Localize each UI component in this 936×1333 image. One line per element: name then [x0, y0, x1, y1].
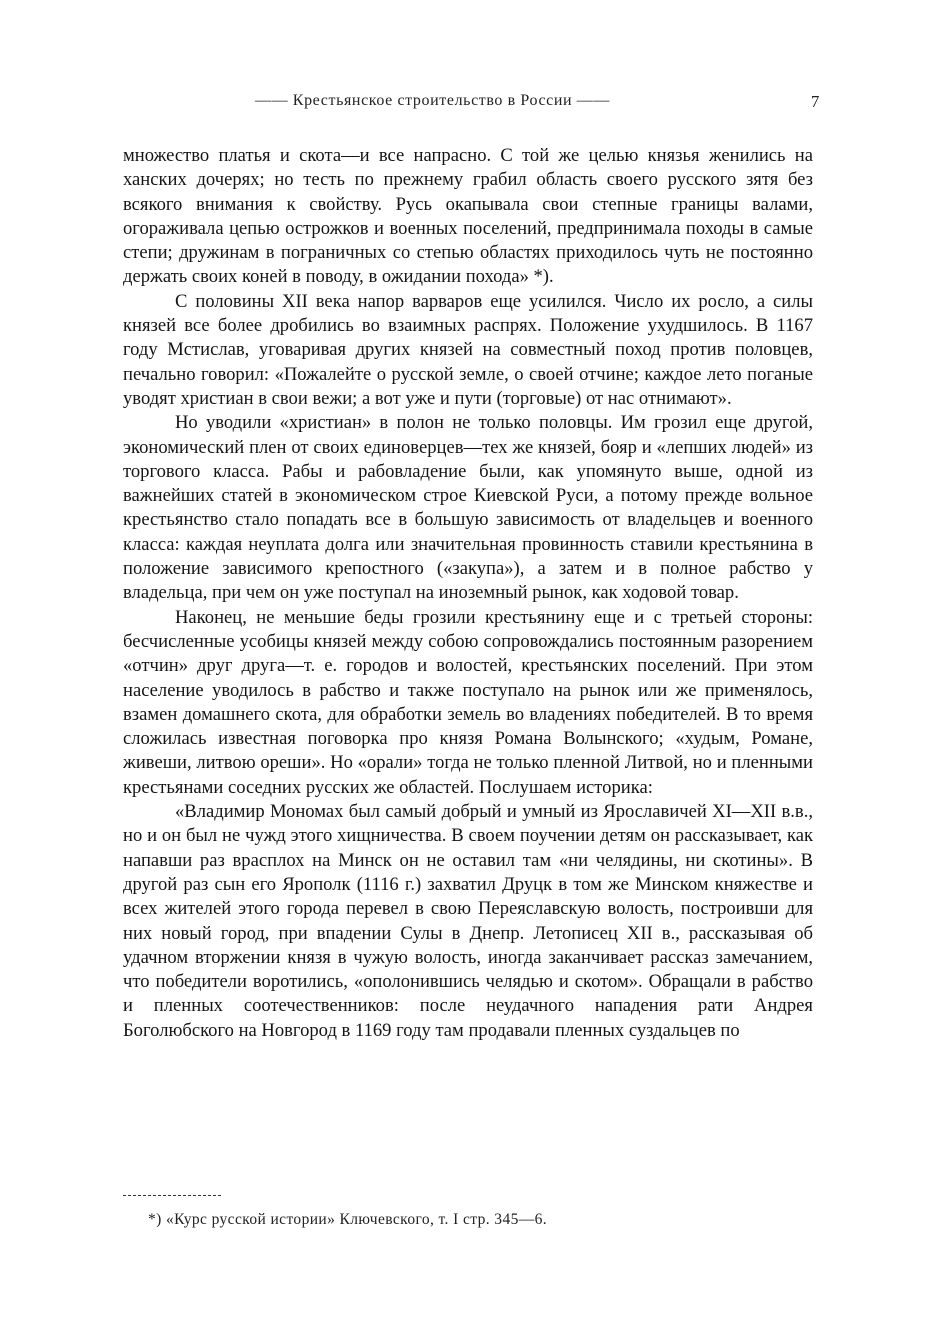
page-number: 7 — [810, 92, 820, 111]
paragraph: С половины XII века напор варваров еще усилился. Число их росло, а силы князей все более дробились во взаимных распрях. Положение ухудшилось. В 1167 году Мстислав, уговаривая других князей на совместный поход против половцев, печально говорил: «Пожалейте о русской земле, о своей отчине; каждое лето поганые уводят христиан в свои вежи; а вот уже и пути (торговые) от нас отнимают». — [123, 290, 813, 409]
paragraph-continuation: множество платья и скота—и все напрасно. С той же целью князья женились на ханских дочерях; но тесть по прежнему грабил область своего русского зятя без всякого внимания к свойству. Русь окапывала свои степные границы валами, огораживала цепью острожков и военных поселений, предпринимала походы в самые степи; дружинам в пограничных со степью областях приходилось чуть не постоянно держать своих коней в поводу, в ожидании похода» *). — [123, 145, 813, 288]
paragraph: «Владимир Мономах был самый добрый и умный из Ярославичей XI—XII в.в., но и он был не чужд этого хищничества. В своем поучении детям он рассказывает, как напавши раз врасплох на Минск он не оставил там «ни челядины, ни скотины». В другой раз сын его Ярополк (1116 г.) захватил Друцк в том же Минском княжестве и всех жителей этого города перевел в свою Переяславскую волость, построивши для них новый город, при впадении Сулы в Днепр. Летописец XII в., рассказывая об удачном вторжении князя в чужую волость, иногда заканчивает рассказ замечанием, что победители воротились, «ополонившись челядью и скотом». Обращали в рабство и пленных соотечественников: после неудачного нападения рати Андрея Боголюбского на Новгород в 1169 году там продавали пленных суздальцев по — [123, 801, 813, 1041]
main-text — [123, 144, 813, 1043]
running-header — [120, 92, 820, 118]
paragraph: Наконец, не меньшие беды грозили крестьянину еще и с третьей стороны: бесчисленные усобицы князей между собою сопровождались постоянным разорением «отчин» друг друга—т. е. городов и волостей, крестьянских поселений. При этом население уводилось в рабство и также поступало на рынок или же применялось, взамен домашнего скота, для обработки земель во владениях победителей. В то время сложилась известная поговорка про князя Романа Волынского; «худым, Романе, живеши, литвою ореши». Но «орали» тогда не только пленной Литвой, но и пленными крестьянами соседних русских же областей. Послушаем историка: — [123, 606, 813, 798]
paragraph: Но уводили «христиан» в полон не только половцы. Им грозил еще другой, экономический плен от своих единоверцев—тех же князей, бояр и «лепших людей» из торгового класса. Рабы и рабовладение были, как упомянуто выше, одной из важнейших статей в экономическом строе Киевской Руси, а потому прежде вольное крестьянство стало попадать все в большую зависимость от владельцев и военного класса: каждая неуплата долга или значительная провинность ставили крестьянина в положение зависимого крепостного («закупа»), а затем и в полное рабство у владельца, при чем он уже поступал на иноземный рынок, как ходовой товар. — [123, 412, 813, 604]
running-title: —— Крестьянское строительство в России —— — [255, 92, 610, 109]
footnote: *) «Курс русской истории» Ключевского, т. I стр. 345—6. — [148, 1211, 548, 1228]
footnote-divider — [123, 1195, 221, 1196]
